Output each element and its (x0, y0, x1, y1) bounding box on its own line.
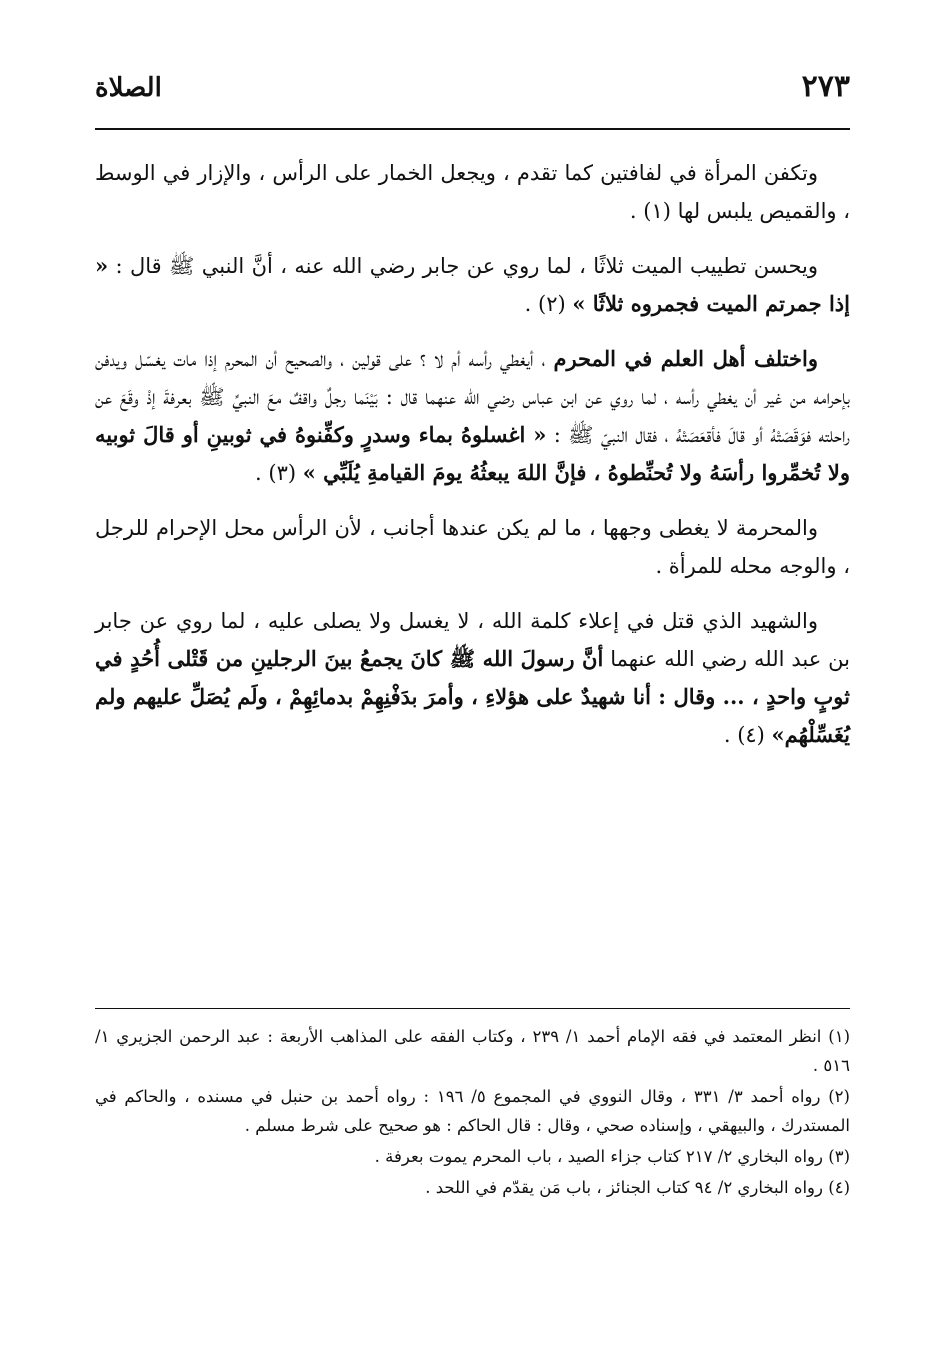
text-run: والشهيد الذي قتل في إعلاء كلمة الله ، لا يغسل ولا يصلى عليه ، لما روي عن جابر بن عبد الله رضي الله عنهما (95, 609, 850, 671)
topic-heading: واختلف أهل العلم في المحرم (553, 346, 818, 371)
header-divider (95, 128, 850, 130)
hadith-quote: أنَّ رسولَ الله ﷺ كانَ يجمعُ بينَ الرجلينِ من قَتْلى أُحُدٍ في ثوبٍ واحدٍ ، ... وقال : أنا شهيدٌ على هؤلاءِ ، وأمرَ بدَفْنِهِمْ بدمائِهِمْ ، ولَم يُصَلِّ عليهم ولم يُغَسِّلْهُم» (95, 646, 850, 747)
paragraph (95, 247, 850, 323)
paragraph (95, 154, 850, 230)
paragraph (95, 602, 850, 754)
footnote-ref: (٢) . (524, 292, 573, 316)
footnote-ref: (٤) . (723, 723, 772, 747)
footnote-divider (95, 1008, 850, 1009)
footnote: (١) انظر المعتمد في فقه الإمام أحمد ١/ ٢٣٩ ، وكتاب الفقه على المذاهب الأربعة : عبد الرحمن الجزيري ١/ ٥١٦ . (95, 1027, 850, 1075)
page-header (95, 70, 850, 110)
text-run: وتكفن المرأة في لفافتين كما تقدم ، ويجعل الخمار على الرأس ، والإزار في الوسط ، والقميص يلبس لها (95, 161, 850, 223)
page-title: الصلاة (95, 73, 162, 103)
paragraph (95, 340, 850, 492)
page-number: ٢٧٣ (801, 69, 850, 104)
hadith-quote: « إذا جمرتم الميت فجمروه ثلاثًا » (95, 253, 850, 316)
footnote: (٣) رواه البخاري ٢/ ٢١٧ كتاب جزاء الصيد ، باب المحرم يموت بعرفة . (374, 1147, 850, 1166)
body-text (95, 154, 850, 771)
text-run: والمحرمة لا يغطى وجهها ، ما لم يكن عندها أجانب ، لأن الرأس محل الإحرام للرجل ، والوجه محله للمرأة . (95, 516, 850, 578)
book-page (95, 69, 850, 1197)
footnote-ref: (١) . (629, 199, 678, 223)
text-run: ويحسن تطييب الميت ثلاثًا ، لما روي عن جابر رضي الله عنه ، أنَّ النبي ﷺ قال : (108, 254, 818, 278)
text-run: ، أيغطي رأسه أم لا ؟ على قولين ، والصحيح أن المحرم إذا مات يغسّل ويدفن بإحرامه من غير أن يغطي رأسه ، لما روي عن ابن عباس رضي الله عنهما قال : بَيْنَما رجلٌ واقفٌ معَ النبيِّ ﷺ بعرفةَ إذْ وقَعَ عن راحلته فوَقَصَتْهُ أو قالَ فأقعَصَتْهُ ، فقال النبيّ ﷺ : (95, 347, 850, 447)
footnote: (٢) رواه أحمد ٣/ ٣٣١ ، وقال النووي في المجموع ٥/ ١٩٦ : رواه أحمد بن حنبل في مسنده ، والحاكم في المستدرك ، والبيهقي ، وإسناده صحي ، وقال : قال الحاكم : هو صحيح على شرط مسلم . (95, 1087, 850, 1135)
paragraph (95, 509, 850, 585)
footnote-ref: (٣) . (255, 461, 303, 485)
footnote: (٤) رواه البخاري ٢/ ٩٤ كتاب الجنائز ، باب مَن يقدّم في اللحد . (425, 1178, 850, 1197)
hadith-quote: « اغسلوهُ بماء وسدرٍ وكفِّنوهُ في ثوبينِ أو قالَ ثوبيه ولا تُخمِّروا رأسَهُ ولا تُحنِّطوهُ ، فإنَّ اللهَ يبعثُهُ يومَ القيامةِ يُلَبِّي » (95, 422, 850, 485)
footnotes (95, 1022, 850, 1204)
